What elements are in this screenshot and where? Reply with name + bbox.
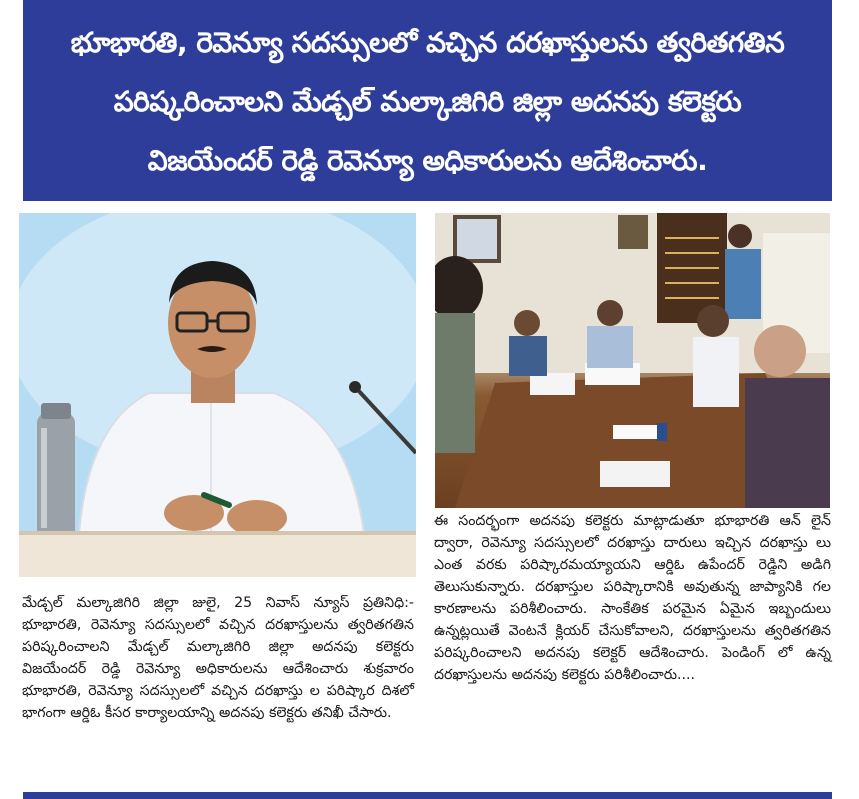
headline-line-2: పరిష్కరించాలని మేడ్చల్ మల్కాజిగిరి జిల్లా అదనపు కలెక్టరు [113, 85, 742, 119]
bottom-divider [23, 792, 832, 799]
headline-line-3: విజయేందర్ రెడ్డి రెవెన్యూ అధికారులను ఆదేశించారు. [147, 144, 708, 178]
article-column-right [434, 510, 831, 686]
article-right-paragraph: ఈ సందర్భంగా అదనపు కలెక్టరు మాట్లాడుతూ భూభారతి ఆన్ లైన్ ద్వారా, రెవెన్యూ సదస్సులలో దరఖాస్తు దారులు ఇచ్చిన దరఖాస్తు లు ఎంత వరకు పరిష్కారమయ్యాయని ఆర్డిఓ ఉపేందర్ రెడ్డిని అడిగి తెలుసుకున్నారు. దరఖాస్తుల పరిష్కారానికి అవుతున్న జాప్యానికి గల కారణాలను పరిశీలించారు. సాంకేతిక పరమైన ఏమైన ఇబ్బందులు ఉన్నట్లయితే వెంటనే క్లియర్ చేసుకోవాలని, దరఖాస్తులను త్వరితగతిన పరిష్కరించాలని అదనపు కలెక్టర్ ఆదేశించారు. పెండింగ్ లో ఉన్న దరఖాస్తులను అదనపు కలెక్టరు పరిశీలించారు.... [434, 513, 831, 683]
article-left-paragraph: మేడ్చల్ మల్కాజిగిరి జిల్లా జులై, 25 నివాస్ న్యూస్ ప్రతినిధి:- భూభారతి, రెవెన్యూ సదస్సులలో వచ్చిన దరఖాస్తులను త్వరితగతిన పరిష్కరించాలని మేడ్చల్ మల్కాజిగిరి జిల్లా అదనపు కలెక్టరు విజయేందర్ రెడ్డి రెవెన్యూ అధికారులను ఆదేశించారు శుక్రవారం భూభారతి, రెవెన్యూ సదస్సులలో వచ్చిన దరఖాస్తు ల పరిష్కార దిశలో భాగంగా ఆర్డిఓ కీసర కార్యాలయాన్ని అదనపు కలెక్టరు తనిఖీ చేసారు. [22, 595, 414, 721]
headline-line-1: భూభారతి, రెవెన్యూ సదస్సులలో వచ్చిన దరఖాస్తులను త్వరితగతిన [70, 26, 785, 60]
article-column-left [22, 592, 414, 724]
headline-banner [23, 0, 832, 201]
meeting-room-photo [435, 213, 830, 508]
collector-portrait-photo [19, 213, 416, 577]
